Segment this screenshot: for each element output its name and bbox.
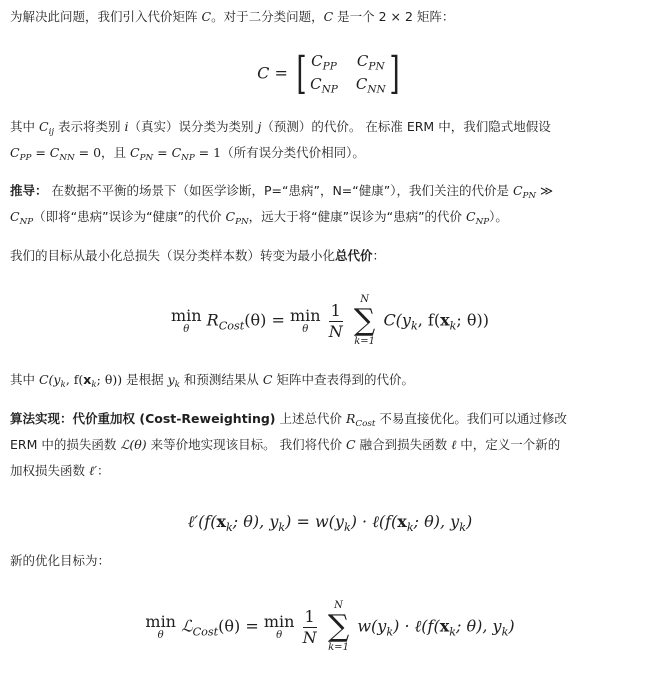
math-ell-prime: ℓ′	[88, 463, 98, 478]
algorithm-label: 算法实现：代价重加权 (Cost-Reweighting)	[10, 411, 276, 426]
cost-matrix	[293, 48, 403, 99]
matrix-cell: $C_{PP}$	[311, 52, 337, 73]
right-bracket: ]	[389, 48, 400, 99]
math-body: C(y	[383, 310, 411, 330]
cell-sub-nn: NN	[367, 83, 386, 96]
math-c: C	[10, 209, 20, 224]
math-y: y	[167, 372, 175, 387]
math: ; θ), y	[413, 512, 460, 531]
math-sub: Cost	[218, 319, 245, 333]
fraction-1-over-n: $\frac{1}{N}$	[302, 606, 317, 647]
cost-matrix-equation	[10, 48, 650, 99]
text: 其中	[10, 119, 39, 134]
text: 矩阵中查表得到的代价。	[272, 372, 414, 387]
intro-tail: 是一个 2 × 2 矩阵：	[333, 9, 455, 24]
math-j: j	[257, 119, 262, 134]
math-sub: PN	[235, 217, 249, 228]
text: 是根据	[122, 372, 168, 387]
intro-text: 为解决此问题，我们引入代价矩阵	[10, 9, 202, 24]
cell-sub-pn: PN	[368, 61, 385, 73]
math-x: x	[216, 512, 227, 531]
equation-weighted-loss: $\ell'(f(x_k$; θ), $y_k) = w(y_k)$ · $\ell(f(x_k$; θ), $y_k$)	[187, 512, 473, 534]
text: （预测）的代价。 在标准 ERM 中，我们隐式地假设	[261, 119, 551, 134]
min-operator: min θ	[289, 306, 321, 335]
paragraph-cij-line2: $C_{PP} = C_{NN} = 0$，且 $C_{PN} = C_{NP} = 1$（所有误分类代价相同）。	[10, 145, 365, 164]
math-ell: ℓ	[451, 437, 457, 452]
cell-sub-np: NP	[321, 83, 338, 96]
min-operator: min θ	[145, 612, 176, 641]
math-body: , f(	[417, 310, 441, 330]
text: ：	[97, 463, 110, 478]
math-body: ) · ℓ(f(	[393, 616, 440, 636]
min-operator: min θ	[170, 306, 202, 335]
math-arg: (θ) =	[218, 616, 259, 636]
math: ; θ), y	[232, 512, 279, 531]
equation-risk-cost: min θ $R_{Cost}(\theta)$ = min θ $\frac{1}{N}$ N ∑ k=1 $C(y_k$, $f(x_k$; θ))	[170, 294, 490, 347]
math-body: )	[508, 616, 515, 636]
math-sub: Cost	[192, 625, 219, 639]
min-operator: min θ	[263, 612, 295, 641]
text: 来等价地实现该目标。 我们将代价	[146, 437, 347, 452]
paragraph-derivation-line2	[10, 204, 508, 235]
text: ：	[372, 248, 386, 263]
math: ) · ℓ(f(	[350, 512, 398, 531]
math-arg: (θ) =	[244, 310, 285, 330]
sum-operator: N ∑ k=1	[353, 294, 376, 347]
text: （即将“患病”误诊为“健康”的代价	[33, 209, 226, 224]
intro-mid: 。对于二分类问题，	[211, 9, 324, 24]
cell-sub-pp: PP	[322, 61, 337, 73]
paragraph-algorithm-line3	[10, 458, 110, 484]
math: ; θ))	[96, 372, 123, 387]
math: C(y	[38, 372, 61, 387]
math-sub: ij	[48, 127, 55, 138]
math-gg: ≫	[536, 183, 554, 198]
matrix-cell: $C_{NN}$	[355, 75, 386, 96]
math-cpp: $C_{PP}$	[10, 145, 32, 164]
paragraph-intro	[10, 4, 454, 30]
math-sub: NP	[475, 217, 490, 228]
paragraph-lookup: 其中 $C(y_k$, $f(x_k$; θ)) 是根据 $y_k$ 和预测结果从 C 矩阵中查表得到的代价。	[10, 372, 414, 391]
text: ，且	[101, 145, 131, 160]
text: ）。	[489, 209, 508, 224]
math-c: C	[38, 119, 49, 134]
text: 新的优化目标为：	[10, 553, 111, 568]
text: 和预测结果从	[179, 372, 263, 387]
math-c: C	[225, 209, 236, 224]
text: 表示将类别	[54, 119, 125, 134]
text: 中，定义一个新的	[456, 437, 561, 452]
equation-loss-cost: min θ ℒ$_{Cost}$(θ) = min θ $\frac{1}{N}$ N ∑ k=1 $w(y_k)$ · $\ell(f(x_k$; θ), $y_k$)	[145, 600, 515, 653]
math-sub: NP	[19, 217, 34, 228]
math-x: x	[440, 310, 450, 330]
math-c: C	[512, 183, 523, 198]
total-cost-bold: 总代价	[335, 248, 373, 263]
text: 加权损失函数	[10, 463, 89, 478]
fraction-1-over-n: $\frac{1}{N}$	[328, 300, 343, 341]
math-body: ; θ))	[456, 310, 490, 330]
math: ) = w(y	[285, 512, 344, 531]
left-bracket: [	[296, 48, 307, 99]
math-body: w(y	[357, 616, 387, 636]
math-i: i	[124, 119, 129, 134]
text: 我们的目标从最小化总损失（误分类样本数）转变为最小化	[10, 248, 336, 263]
text: ERM 中的损失函数	[10, 437, 121, 452]
math-c: C	[466, 209, 476, 224]
math-c: C	[323, 9, 334, 24]
math-l: ℒ(θ)	[120, 437, 147, 452]
math-x: x	[397, 512, 407, 531]
matrix-grid	[310, 52, 386, 95]
text: 上述总代价	[275, 411, 346, 426]
matrix-cell: $C_{NP}$	[310, 75, 338, 96]
sum-operator: N ∑ k=1	[327, 600, 350, 653]
math-r: R	[345, 411, 356, 426]
math: ℓ′(f(	[187, 512, 217, 531]
math-c: C	[262, 372, 273, 387]
math-sub: Cost	[355, 419, 376, 430]
text: ，远大于将“健康”误诊为“患病”的代价	[248, 209, 467, 224]
text: 不易直接优化。我们可以通过修改	[375, 411, 567, 426]
math-r: R	[206, 310, 219, 330]
text: （所有误分类代价相同）。	[221, 145, 365, 160]
math-c: C	[346, 437, 356, 452]
math-sub: PN	[522, 191, 537, 202]
math-body: ; θ), y	[456, 616, 502, 636]
math-l: ℒ	[181, 616, 193, 636]
paragraph-new-objective	[10, 548, 110, 574]
text: 在数据不平衡的场景下（如医学诊断，P=“患病”，N=“健康”），我们关注的代价是	[47, 183, 513, 198]
text: 融合到损失函数	[355, 437, 452, 452]
math-c: C	[201, 9, 212, 24]
text: 其中	[10, 372, 39, 387]
math: )	[465, 512, 473, 531]
matrix-cell: $C_{PN}$	[356, 52, 385, 73]
text: （真实）误分类为类别	[128, 119, 258, 134]
derivation-label: 推导：	[10, 183, 48, 198]
paragraph-goal	[10, 243, 385, 269]
matrix-lhs: C =	[257, 63, 288, 83]
paragraph-algorithm-line2	[10, 432, 560, 458]
math: , f(	[65, 372, 84, 387]
